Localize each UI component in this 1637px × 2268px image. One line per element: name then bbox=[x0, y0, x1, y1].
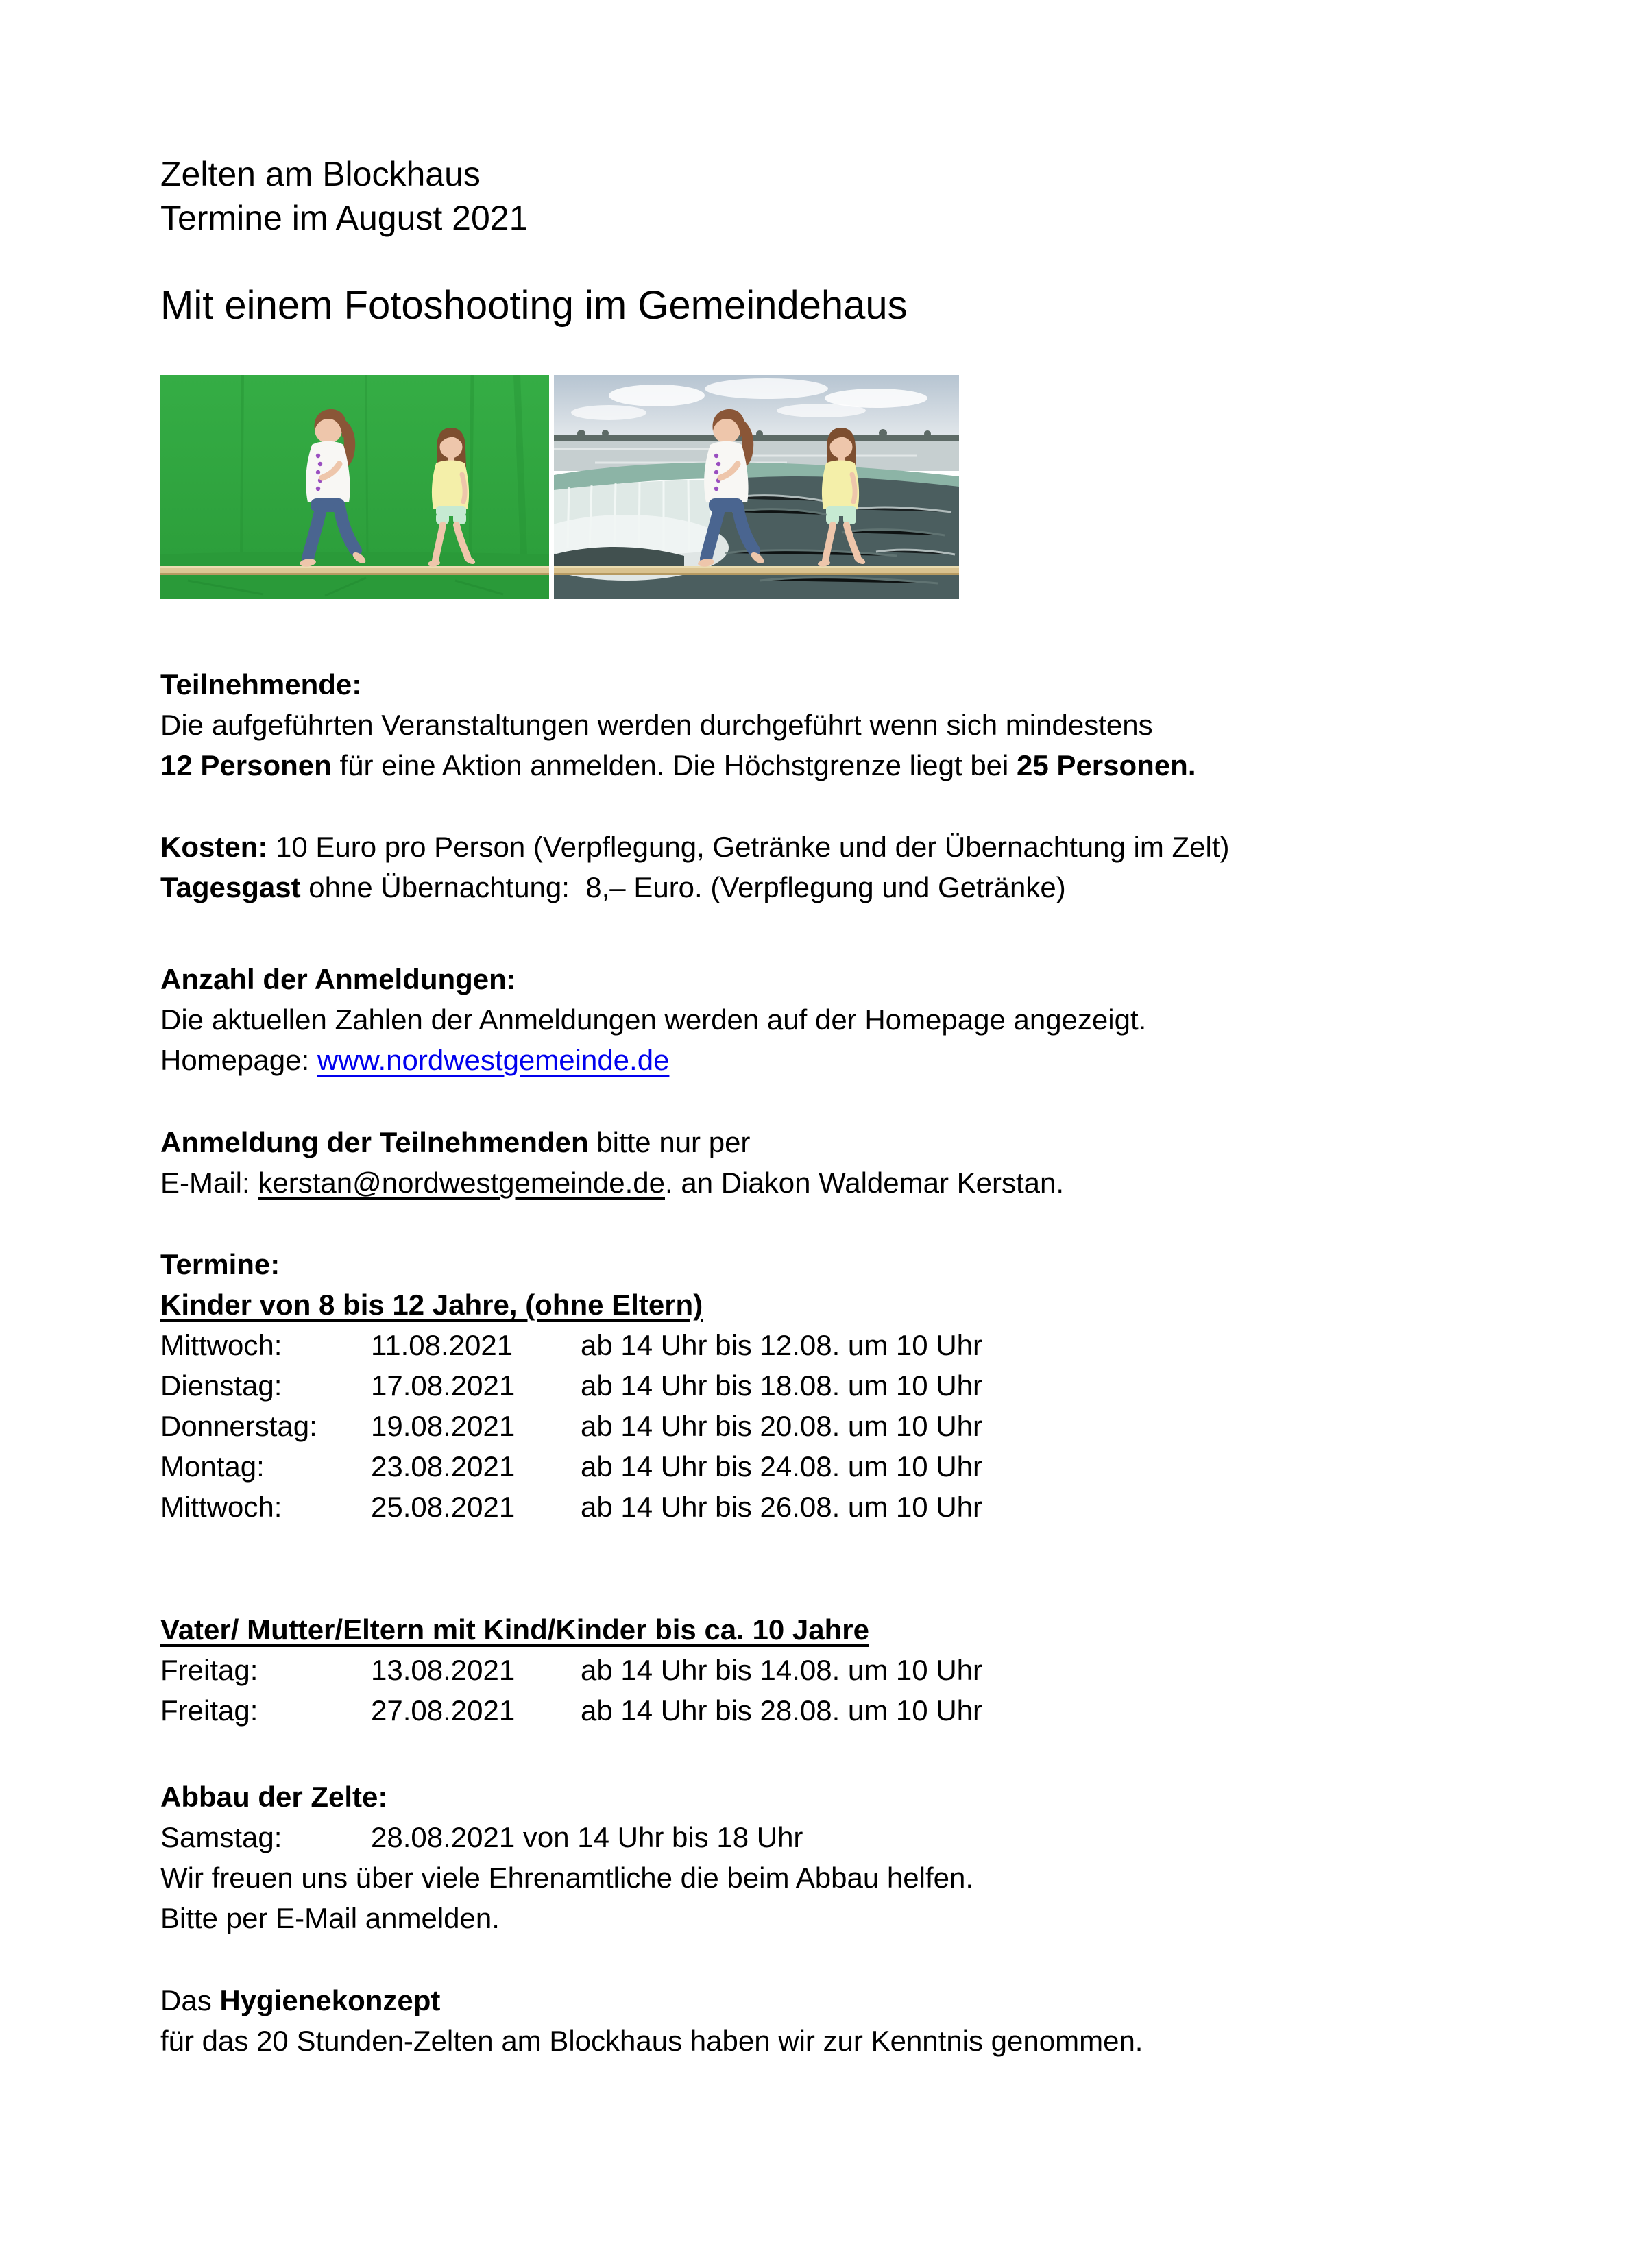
wooden-plank bbox=[160, 566, 549, 575]
row-day: Donnerstag: bbox=[160, 1410, 317, 1442]
homepage-link[interactable]: www.nordwestgemeinde.de bbox=[317, 1044, 670, 1076]
section-teilnehmende bbox=[160, 664, 1582, 785]
abbau-datetime: 28.08.2021 von 14 Uhr bis 18 Uhr bbox=[371, 1821, 803, 1853]
hygiene-line1 bbox=[160, 1980, 1582, 2021]
row-date: 27.08.2021 bbox=[371, 1694, 516, 1727]
termine-row bbox=[160, 1406, 1582, 1446]
termine-group2-title bbox=[160, 1609, 1582, 1650]
row-time: ab 14 Uhr bis 18.08. um 10 Uhr bbox=[581, 1369, 982, 1402]
email-after: . an Diakon Waldemar Kerstan. bbox=[665, 1167, 1065, 1199]
abbau-line3: Bitte per E-Mail anmelden. bbox=[160, 1902, 500, 1934]
anmeldung-rest: bitte nur per bbox=[588, 1126, 751, 1158]
termine-row bbox=[160, 1487, 1582, 1527]
section-termine bbox=[160, 1244, 1582, 1527]
anzahl-body: Die aktuellen Zahlen der Anmeldungen werden auf der Homepage angezeigt. bbox=[160, 1003, 1147, 1036]
max-persons: 25 Personen. bbox=[1017, 749, 1196, 781]
doc-subtitle: Mit einem Fotoshooting im Gemeindehaus bbox=[160, 283, 908, 328]
section-vater-mutter bbox=[160, 1609, 1582, 1731]
section-anmeldung bbox=[160, 1122, 1582, 1203]
section-anzahl bbox=[160, 959, 1582, 1080]
doc-title-line1: Zelten am Blockhaus bbox=[160, 155, 481, 193]
wooden-plank bbox=[554, 566, 959, 575]
termine-row bbox=[160, 1690, 1582, 1731]
kosten-text2: ohne Übernachtung: 8,– Euro. (Verpflegung und Getränke) bbox=[300, 871, 1066, 903]
row-date: 23.08.2021 bbox=[371, 1450, 516, 1483]
abbau-row bbox=[160, 1817, 1582, 1857]
kosten-line2 bbox=[160, 867, 1582, 907]
title-block bbox=[160, 152, 1582, 240]
row-time: ab 14 Uhr bis 24.08. um 10 Uhr bbox=[581, 1450, 982, 1483]
termine-row bbox=[160, 1325, 1582, 1365]
row-day: Freitag: bbox=[160, 1694, 258, 1727]
section-abbau bbox=[160, 1777, 1582, 1938]
row-date: 17.08.2021 bbox=[371, 1369, 516, 1402]
photo-strip bbox=[160, 375, 1582, 599]
row-date: 11.08.2021 bbox=[371, 1329, 513, 1361]
greenscreen-photo bbox=[160, 375, 549, 599]
kinder-title-text: Kinder von 8 bis 12 Jahre, (ohne Eltern) bbox=[160, 1289, 703, 1321]
row-time: ab 14 Uhr bis 14.08. um 10 Uhr bbox=[581, 1654, 982, 1686]
termine-row bbox=[160, 1365, 1582, 1406]
anmeldung-line1 bbox=[160, 1122, 1582, 1162]
row-day: Mittwoch: bbox=[160, 1491, 282, 1523]
kosten-text1: 10 Euro pro Person (Verpflegung, Getränke und der Übernachtung im Zelt) bbox=[267, 831, 1230, 863]
row-day: Mittwoch: bbox=[160, 1329, 282, 1361]
row-day: Montag: bbox=[160, 1450, 265, 1483]
hygiene-bold: Hygienekonzept bbox=[219, 1984, 441, 2016]
min-persons: 12 Personen bbox=[160, 749, 332, 781]
teilnehmende-body-line1: Die aufgeführten Veranstaltungen werden durchgeführt wenn sich mindestens bbox=[160, 709, 1153, 741]
row-time: ab 14 Uhr bis 28.08. um 10 Uhr bbox=[581, 1694, 982, 1727]
teilnehmende-body-line2 bbox=[160, 745, 1582, 785]
row-time: ab 14 Uhr bis 20.08. um 10 Uhr bbox=[581, 1410, 982, 1442]
row-day: Dienstag: bbox=[160, 1369, 282, 1402]
termine-row bbox=[160, 1446, 1582, 1487]
anzahl-heading: Anzahl der Anmeldungen: bbox=[160, 963, 516, 995]
niagara-composite-photo bbox=[554, 375, 959, 599]
tagesgast-label: Tagesgast bbox=[160, 871, 301, 903]
email-link[interactable]: kerstan@nordwestgemeinde.de bbox=[258, 1167, 665, 1199]
kosten-line1 bbox=[160, 827, 1582, 867]
anmeldung-bold: Anmeldung der Teilnehmenden bbox=[160, 1126, 589, 1158]
termine-heading: Termine: bbox=[160, 1248, 280, 1280]
row-time: ab 14 Uhr bis 12.08. um 10 Uhr bbox=[581, 1329, 982, 1361]
termine-group1-title bbox=[160, 1284, 1582, 1325]
hygiene-line2: für das 20 Stunden-Zelten am Blockhaus haben wir zur Kenntnis genommen. bbox=[160, 2025, 1143, 2057]
row-date: 13.08.2021 bbox=[371, 1654, 516, 1686]
section-hygiene bbox=[160, 1980, 1582, 2061]
vater-title-text: Vater/ Mutter/Eltern mit Kind/Kinder bis ca. 10 Jahre bbox=[160, 1613, 869, 1646]
anmeldung-line2 bbox=[160, 1162, 1582, 1203]
row-day: Freitag: bbox=[160, 1654, 258, 1686]
row-day: Samstag: bbox=[160, 1821, 282, 1853]
abbau-heading: Abbau der Zelte: bbox=[160, 1781, 388, 1813]
homepage-label: Homepage: bbox=[160, 1044, 317, 1076]
termine-row bbox=[160, 1650, 1582, 1690]
homepage-line bbox=[160, 1040, 1582, 1080]
email-label: E-Mail: bbox=[160, 1167, 258, 1199]
section-kosten bbox=[160, 827, 1582, 907]
row-date: 19.08.2021 bbox=[371, 1410, 516, 1442]
doc-title-line2: Termine im August 2021 bbox=[160, 199, 529, 237]
hygiene-pre: Das bbox=[160, 1984, 220, 2016]
abbau-line2: Wir freuen uns über viele Ehrenamtliche die beim Abbau helfen. bbox=[160, 1862, 974, 1894]
teilnehmende-mid-text: für eine Aktion anmelden. Die Höchstgrenze liegt bei bbox=[331, 749, 1017, 781]
row-time: ab 14 Uhr bis 26.08. um 10 Uhr bbox=[581, 1491, 982, 1523]
kosten-label: Kosten: bbox=[160, 831, 268, 863]
teilnehmende-heading: Teilnehmende: bbox=[160, 668, 362, 700]
row-date: 25.08.2021 bbox=[371, 1491, 516, 1523]
